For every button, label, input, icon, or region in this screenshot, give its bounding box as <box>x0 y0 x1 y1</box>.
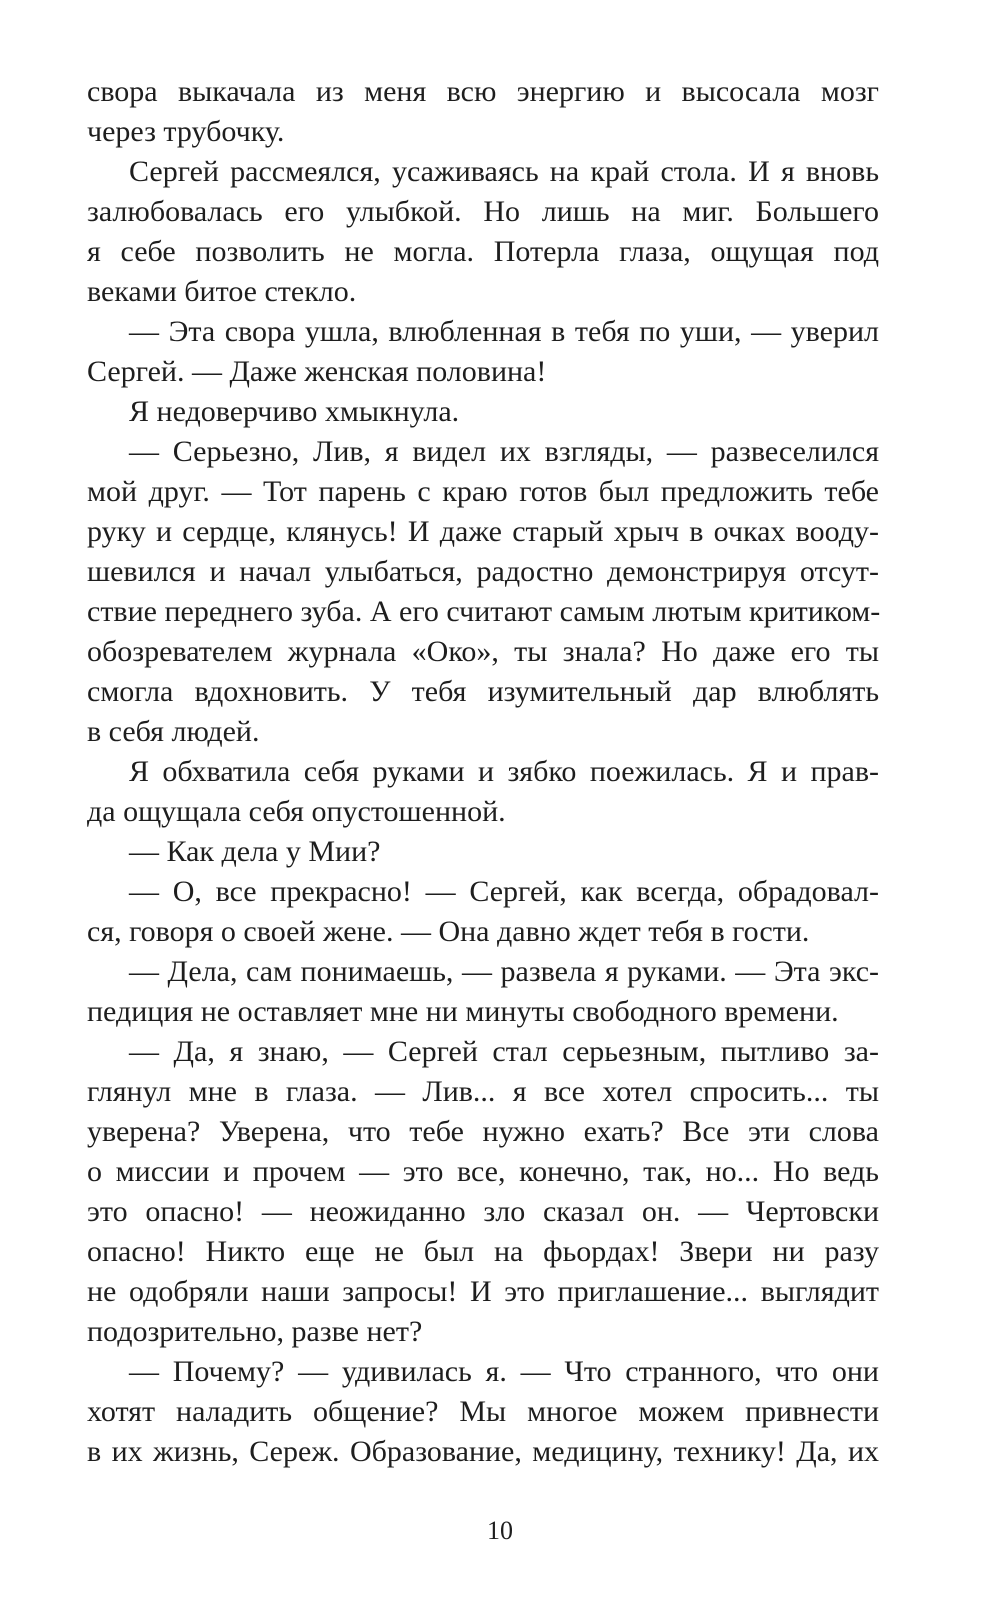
text-line: шевился и начал улыбаться, радостно демонстрируя отсут- <box>87 555 879 588</box>
text-line: не одобряли наши запросы! И это приглашение... выглядит <box>87 1275 879 1308</box>
text-line: руку и сердце, клянусь! И даже старый хрыч в очках вооду- <box>87 515 879 548</box>
text-line: в себя людей. <box>87 715 260 748</box>
text-line: обозревателем журнала «Око», ты знала? Но даже его ты <box>87 635 879 668</box>
text-line: педиция не оставляет мне ни минуты свободного времени. <box>87 995 839 1028</box>
text-line: мой друг. — Тот парень с краю готов был предложить тебе <box>87 475 879 508</box>
text-line: — О, все прекрасно! — Сергей, как всегда, обрадовал- <box>129 875 879 908</box>
text-line: — Дела, сам понимаешь, — развела я руками. — Эта экс- <box>129 955 879 988</box>
text-line: ся, говоря о своей жене. — Она давно ждет тебя в гости. <box>87 915 810 948</box>
text-line: смогла вдохновить. У тебя изумительный дар влюблять <box>87 675 879 708</box>
text-line: подозрительно, разве нет? <box>87 1315 423 1348</box>
text-line: Сергей рассмеялся, усаживаясь на край стола. И я вновь <box>129 155 879 188</box>
page-number: 10 <box>487 1516 513 1545</box>
text-line: — Да, я знаю, — Сергей стал серьезным, пытливо за- <box>129 1035 879 1068</box>
text-line: да ощущала себя опустошенной. <box>87 795 506 828</box>
text-line: через трубочку. <box>87 115 285 148</box>
text-line: Я обхватила себя руками и зябко поежилась. Я и прав- <box>129 755 879 788</box>
text-line: уверена? Уверена, что тебе нужно ехать? Все эти слова <box>87 1115 879 1148</box>
text-line: — Эта свора ушла, влюбленная в тебя по уши, — уверил <box>129 315 879 348</box>
text-line: веками битое стекло. <box>87 275 357 308</box>
text-line: о миссии и прочем — это все, конечно, так, но... Но ведь <box>87 1155 879 1188</box>
text-line: глянул мне в глаза. — Лив... я все хотел спросить... ты <box>87 1075 879 1108</box>
text-line: Я недоверчиво хмыкнула. <box>129 395 460 428</box>
text-line: — Как дела у Мии? <box>129 835 381 868</box>
text-line: в их жизнь, Сереж. Образование, медицину, технику! Да, их <box>87 1435 879 1468</box>
text-line: — Почему? — удивилась я. — Что странного, что они <box>129 1355 879 1388</box>
text-line: залюбовалась его улыбкой. Но лишь на миг. Большего <box>87 195 879 228</box>
text-line: я себе позволить не могла. Потерла глаза, ощущая под <box>87 235 879 268</box>
text-line: хотят наладить общение? Мы многое можем привнести <box>87 1395 879 1428</box>
body-text <box>87 72 879 1472</box>
text-line: ствие переднего зуба. А его считают самым лютым критиком- <box>87 595 881 628</box>
text-line: опасно! Никто еще не был на фьордах! Звери ни разу <box>87 1235 879 1268</box>
text-line: — Серьезно, Лив, я видел их взгляды, — развеселился <box>129 435 879 468</box>
text-line: Сергей. — Даже женская половина! <box>87 355 547 388</box>
text-line: свора выкачала из меня всю энергию и высосала мозг <box>87 75 879 108</box>
text-line: это опасно! — неожиданно зло сказал он. — Чертовски <box>87 1195 879 1228</box>
